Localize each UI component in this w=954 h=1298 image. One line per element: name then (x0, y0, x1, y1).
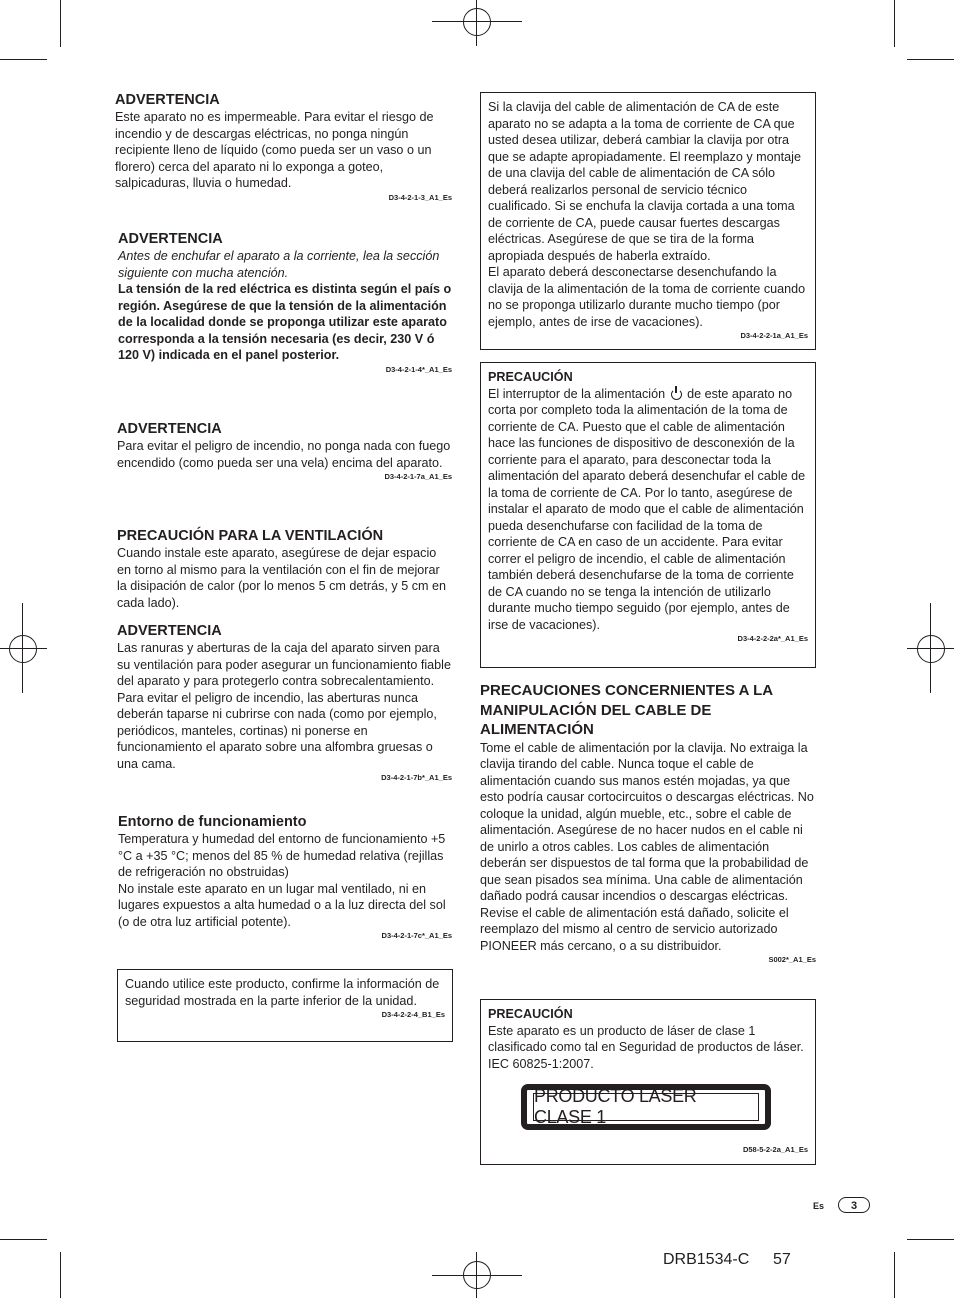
section-body: La tensión de la red eléctrica es distinta según el país o región. Asegúrese de que la tensión de la alimentación de la localidad donde se proponga utilizar este aparato corresponda a la tensión necesaria (es decir, 230 V ó 120 V) indicada en el panel posterior. (118, 282, 452, 362)
box-title: PRECAUCIÓN (488, 1007, 573, 1021)
safety-info-box (117, 969, 453, 1042)
reference-code: D3-4-2-2-4_B1_Es (381, 1010, 445, 1019)
warning-waterproof (115, 91, 452, 204)
crop-mark (0, 1239, 47, 1240)
section-title: ADVERTENCIA (115, 92, 220, 108)
reference-code: D3-4-2-1-3_A1_Es (388, 192, 452, 202)
section-body: Temperatura y humedad del entorno de funcionamiento +5 °C a +35 °C; menos del 85 % de humedad relativa (rejillas de refrigeración no obstruidas) (118, 832, 446, 879)
operating-environment (118, 813, 452, 942)
crop-mark (60, 0, 61, 47)
registration-mark-line (0, 648, 47, 649)
warning-openings (117, 622, 452, 784)
registration-mark (463, 8, 491, 36)
reference-code: D58-5-2-2a_A1_Es (742, 1145, 808, 1154)
document-page: 57 (773, 1251, 791, 1268)
registration-mark-line (476, 0, 477, 46)
box-body (488, 386, 808, 634)
reference-code: D3-4-2-1-7c*_A1_Es (381, 931, 452, 940)
warning-fire (117, 420, 452, 483)
section-intro: Antes de enchufar el aparato a la corriente, lea la sección siguiente con mucha atención. (118, 249, 440, 280)
box-title: PRECAUCIÓN (488, 370, 573, 384)
section-title: ADVERTENCIA (117, 421, 222, 437)
box-body-part: El interruptor de la alimentación (488, 386, 666, 401)
box-body: Si la clavija del cable de alimentación de CA de este aparato no se adapta a la toma de corriente de CA que usted desea utilizar, deberá cambiar la clavija por otra que se adapte apropiadamente. El reemplazo y montaje de una clavija del cable de alimentación de CA sólo deberá realizarlos personal de servicio técnico cualificado. Si se enchufa la clavija cortada a una toma de corriente de CA, puede causar fuertes descargas eléctricas. Asegúrese de que se tira de la forma apropiada después de haberla extraído. (488, 100, 801, 263)
language-tag: Es (813, 1201, 825, 1211)
section-title: ADVERTENCIA (118, 231, 223, 247)
box-body: Cuando utilice este producto, confirme la información de seguridad mostrada en la parte inferior de la unidad. (125, 977, 440, 1008)
document-code: DRB1534-C (663, 1251, 750, 1268)
reference-code: D3-4-2-2-2a*_A1_Es (737, 634, 808, 643)
section-title: ADVERTENCIA (117, 623, 222, 639)
registration-mark-line (22, 603, 23, 693)
registration-mark (9, 635, 37, 663)
crop-mark (894, 1252, 895, 1298)
section-title: Entorno de funcionamiento (118, 814, 307, 830)
registration-mark-line (432, 21, 522, 22)
laser-class-text: PRODUCTO LASER CLASE 1 (533, 1093, 759, 1121)
crop-mark (907, 59, 954, 60)
section-body: Cuando instale este aparato, asegúrese de dejar espacio en torno al mismo para la ventilación con el fin de mejorar la disipación de calor (por lo menos 5 cm detrás, y 5 cm en cada lado). (117, 546, 446, 610)
reference-code: D3-4-2-1-7b*_A1_Es (381, 773, 452, 782)
crop-mark (907, 1239, 954, 1240)
crop-mark (0, 59, 47, 60)
section-body: Este aparato no es impermeable. Para evitar el riesgo de incendio y de descargas eléctricas, no ponga ningún recipiente lleno de líquido (como pueda ser un vaso o un florero) cerca del aparato ni lo exponga a goteo, salpicaduras, lluvia o humedad. (115, 110, 434, 190)
registration-mark (917, 635, 945, 663)
laser-caution-box (480, 999, 816, 1165)
section-title: PRECAUCIONES CONCERNIENTES A LA MANIPULACIÓN DEL CABLE DE ALIMENTACIÓN (480, 682, 773, 738)
section-body: Tome el cable de alimentación por la clavija. No extraiga la clavija tirando del cable. Nunca toque el cable de alimentación cuando sus manos estén mojadas, ya que esto podría causar cortocircuitos o descargas eléctricas. No coloque la unidad, algún mueble, etc., sobre el cable de alimentación. Asegúrese de no hacer nudos en el cable ni de unirlo a otros cables. Los cables de alimentación deberán ser dispuestos de tal forma que la probabilidad de que sean pisados sea mínima. Una cable de alimentación dañado podrá causar incendios o descargas eléctricas. Revise el cable de alimentación está dañado, solicite el reemplazo del mismo al centro de servicio autorizado PIONEER más cercano, o a su distribuidor. (480, 740, 814, 953)
reference-code: S002*_A1_Es (768, 955, 816, 964)
registration-mark-line (432, 1275, 522, 1276)
box-body-part: de este aparato no corta por completo toda la alimentación de la toma de corriente de CA. Puesto que el cable de alimentación hace las funciones de dispositivo de desconexión de la corriente para el aparato, para desconectar toda la alimentación del aparato deberá desenchufar el cable de la toma de corriente de CA. Por lo tanto, asegúrese de instalar el aparato de modo que el cable de alimentación pueda desenchufarse con facilidad de la toma de corriente de CA en caso de un accidente. Para evitar correr el peligro de incendio, el cable de alimentación también deberá desenchufarse de la toma de corriente de CA cuando no se tenga la intención de utilizarlo durante mucho tiempo seguido (por ejemplo, antes de irse de vacaciones). (488, 386, 806, 632)
warning-voltage (118, 230, 452, 376)
section-body: No instale este aparato en un lugar mal ventilado, ni en lugares expuestos a alta humedad o a la luz directa del sol (o de otra luz artificial potente). (118, 881, 446, 929)
page-number: 3 (838, 1197, 870, 1213)
box-body: Este aparato es un producto de láser de clase 1 clasificado como tal en Seguridad de productos de láser. IEC 60825-1:2007. (488, 1023, 804, 1071)
power-cord-precautions (480, 681, 816, 966)
crop-mark (60, 1252, 61, 1298)
section-body: Las ranuras y aberturas de la caja del aparato sirven para su ventilación para poder asegurar un funcionamiento fiable del aparato y para protegerlo contra sobrecalentamiento. Para evitar el peligro de incendio, las aberturas nunca deberán taparse ni cubrirse con nada (como por ejemplo, periódicos, manteles, cortinas) ni ponerse en funcionamiento el aparato sobre una alfombra gruesas o una cama. (117, 641, 451, 771)
box-body: El aparato deberá desconectarse desenchufando la clavija de la alimentación de la toma de corriente cuando no se proponga utilizarlo durante mucho tiempo (por ejemplo, antes de irse de vacaciones). (488, 265, 806, 329)
ventilation-caution (117, 527, 452, 611)
registration-mark-line (476, 1252, 477, 1298)
plug-replacement-box (480, 92, 816, 350)
power-switch-caution-box (480, 362, 816, 668)
crop-mark (894, 0, 895, 47)
reference-code: D3-4-2-1-7a_A1_Es (384, 472, 452, 481)
power-icon (671, 389, 682, 400)
section-body: Para evitar el peligro de incendio, no ponga nada con fuego encendido (como pueda ser una vela) encima del aparato. (117, 439, 451, 470)
registration-mark-line (930, 603, 931, 693)
laser-class-label (521, 1084, 771, 1130)
section-title: PRECAUCIÓN PARA LA VENTILACIÓN (117, 528, 384, 544)
reference-code: D3-4-2-2-1a_A1_Es (740, 331, 808, 340)
reference-code: D3-4-2-1-4*_A1_Es (385, 364, 452, 374)
